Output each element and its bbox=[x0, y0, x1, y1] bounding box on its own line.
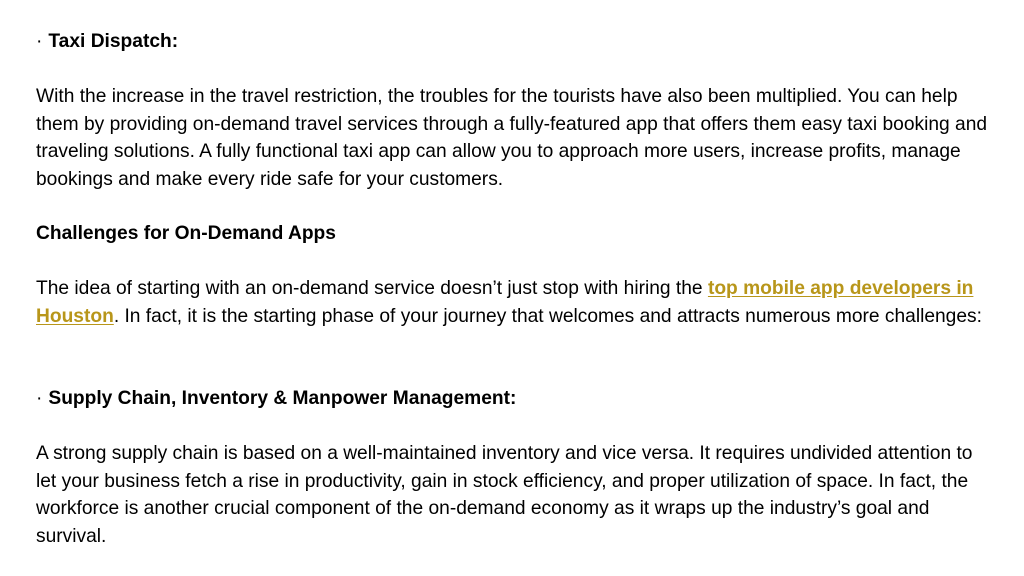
challenges-paragraph bbox=[36, 275, 996, 330]
taxi-dispatch-heading bbox=[36, 28, 996, 56]
taxi-dispatch-paragraph: With the increase in the travel restriction, the troubles for the tourists have also been multiplied. You can help them by providing on-demand travel services through a fully-featured app that offers them easy taxi booking and traveling solutions. A fully functional taxi app can allow you to approach more users, increase profits, manage bookings and make every ride safe for your customers. bbox=[36, 86, 988, 190]
supply-chain-paragraph: A strong supply chain is based on a well-maintained inventory and vice versa. It requires undivided attention to let your business fetch a rise in productivity, gain in stock efficiency, and proper utilization of space. In fact, the workforce is another crucial component of the on-demand economy as it wraps up the industry’s goal and survival. bbox=[36, 443, 973, 547]
supply-chain-heading-text: Supply Chain, Inventory & Manpower Management: bbox=[48, 388, 517, 409]
houston-developers-link[interactable]: top mobile app developers in Houston bbox=[36, 278, 974, 327]
bullet-icon: · bbox=[36, 388, 43, 409]
supply-chain-heading bbox=[36, 385, 996, 413]
taxi-dispatch-heading-text: Taxi Dispatch: bbox=[48, 31, 179, 52]
challenges-text-after-link: . In fact, it is the starting phase of your journey that welcomes and attracts numerous more challenges: bbox=[113, 305, 982, 327]
bullet-icon: · bbox=[36, 31, 43, 52]
challenges-text-before-link: The idea of starting with an on-demand service doesn’t just stop with hiring the bbox=[36, 278, 708, 299]
challenges-heading: Challenges for On-Demand Apps bbox=[36, 223, 336, 244]
